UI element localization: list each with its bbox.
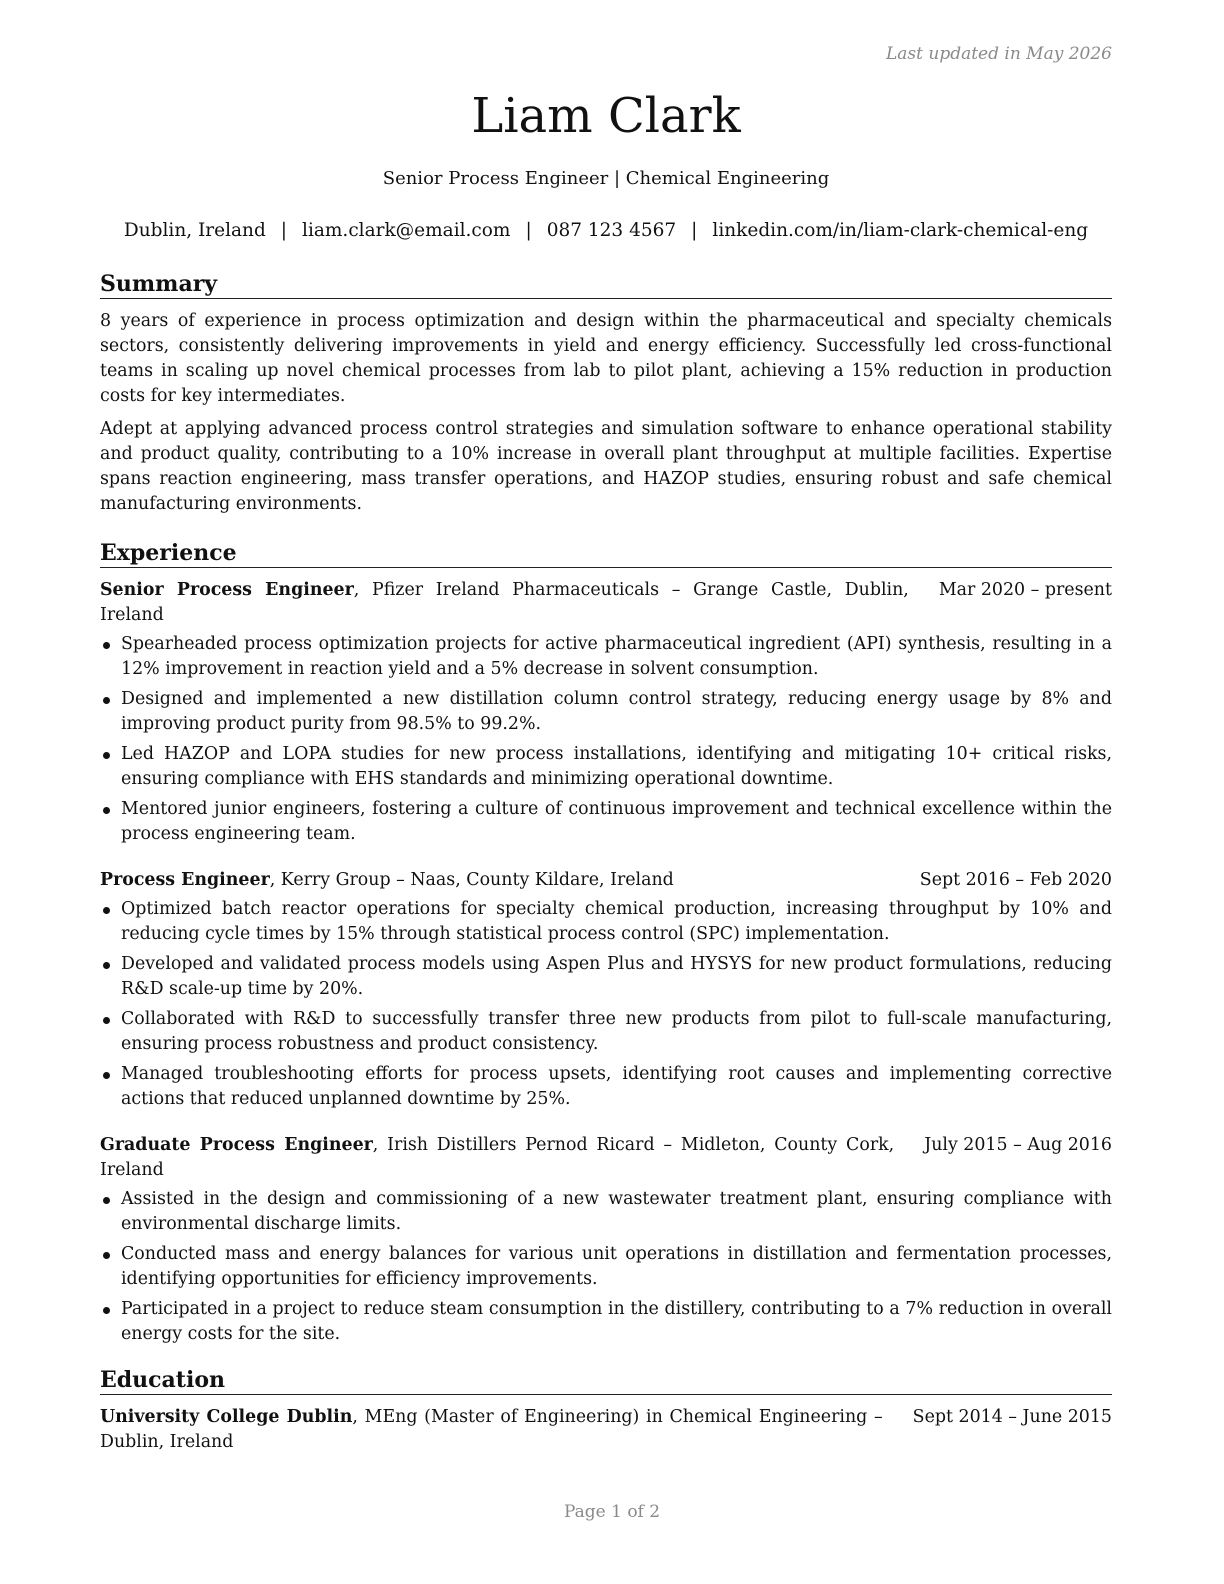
section-title-summary: Summary	[100, 270, 1112, 299]
contact-line	[100, 219, 1112, 243]
bullet-item: Collaborated with R&D to successfully transfer three new products from pilot to full-scale manufacturing, ensuring process robustness and product consistency.	[100, 1007, 1112, 1057]
bullet-item: Participated in a project to reduce steam consumption in the distillery, contributing to a 7% reduction in overall energy costs for the site.	[100, 1297, 1112, 1347]
summary-paragraph: 8 years of experience in process optimization and design within the pharmaceutical and specialty chemicals sectors, consistently delivering improvements in yield and energy efficiency. Successfully led cross-functional teams in scaling up novel chemical processes from lab to pilot plant, achieving a 15% reduction in production costs for key intermediates.	[100, 311, 1112, 406]
contact-separator: |	[280, 220, 288, 241]
contact-separator: |	[525, 220, 532, 241]
contact-location: Dublin, Ireland	[123, 220, 266, 241]
resume-page	[100, 0, 1112, 1584]
bullet-item: Conducted mass and energy balances for various unit operations in distillation and fermentation processes, identifying opportunities for efficiency improvements.	[100, 1242, 1112, 1292]
education-degree: , MEng (Master of Engineering) in Chemical Engineering – Dublin, Ireland	[100, 1407, 883, 1452]
job-organization: , Pfizer Ireland Pharmaceuticals – Grange Castle, Dublin, Ireland	[100, 580, 909, 625]
contact-phone: 087 123 4567	[546, 220, 677, 241]
education-school: University College Dublin	[100, 1407, 353, 1427]
summary-paragraph: Adept at applying advanced process control strategies and simulation software to enhance operational stability and product quality, contributing to a 10% increase in overall plant throughput at multiple facilities. Expertise spans reaction engineering, mass transfer operations, and HAZOP studies, ensuring robust and safe chemical manufacturing environments.	[100, 419, 1112, 514]
job-role: Graduate Process Engineer	[100, 1135, 373, 1155]
candidate-headline: Senior Process Engineer | Chemical Engineering	[382, 168, 830, 189]
experience-entry	[100, 578, 1112, 847]
experience-entry	[100, 868, 1112, 1112]
bullet-item: Managed troubleshooting efforts for process upsets, identifying root causes and implementing corrective actions that reduced unplanned downtime by 25%.	[100, 1062, 1112, 1112]
education-entry	[100, 1405, 1112, 1455]
job-bullets	[100, 897, 1112, 1112]
job-organization: , Kerry Group – Naas, County Kildare, Ireland	[269, 870, 674, 890]
candidate-name: Liam Clark	[471, 88, 741, 144]
bullet-item: Designed and implemented a new distillation column control strategy, reducing energy usage by 8% and improving product purity from 98.5% to 99.2%.	[100, 687, 1112, 737]
section-title-experience: Experience	[100, 539, 1112, 568]
education-dates: Sept 2014 – June 2015	[912, 1407, 1112, 1427]
resume-content	[100, 270, 1112, 1459]
entry-header	[100, 1133, 1112, 1183]
job-dates: July 2015 – Aug 2016	[924, 1135, 1112, 1155]
contact-linkedin-link[interactable]: linkedin.com/in/liam-clark-chemical-eng	[712, 220, 1089, 241]
job-dates: Sept 2016 – Feb 2020	[919, 870, 1112, 890]
bullet-item: Spearheaded process optimization projects for active pharmaceutical ingredient (API) synthesis, resulting in a 12% improvement in reaction yield and a 5% decrease in solvent consumption.	[100, 632, 1112, 682]
job-dates: Mar 2020 – present	[938, 580, 1112, 600]
last-updated-note: Last updated in May 2026	[885, 44, 1112, 64]
job-bullets	[100, 632, 1112, 847]
entry-header	[100, 1405, 1112, 1455]
bullet-item: Assisted in the design and commissioning of a new wastewater treatment plant, ensuring compliance with environmental discharge limits.	[100, 1187, 1112, 1237]
section-title-education: Education	[100, 1366, 1112, 1395]
entry-header	[100, 868, 1112, 893]
contact-email-link[interactable]: liam.clark@email.com	[302, 220, 511, 241]
bullet-item: Mentored junior engineers, fostering a culture of continuous improvement and technical excellence within the process engineering team.	[100, 797, 1112, 847]
page-number: Page 1 of 2	[563, 1502, 661, 1522]
bullet-item: Led HAZOP and LOPA studies for new process installations, identifying and mitigating 10+ critical risks, ensuring compliance with EHS standards and minimizing operational downtime.	[100, 742, 1112, 792]
experience-entry	[100, 1133, 1112, 1347]
bullet-item: Optimized batch reactor operations for specialty chemical production, increasing throughput by 10% and reducing cycle times by 15% through statistical process control (SPC) implementation.	[100, 897, 1112, 947]
bullet-item: Developed and validated process models using Aspen Plus and HYSYS for new product formulations, reducing R&D scale-up time by 20%.	[100, 952, 1112, 1002]
entry-header	[100, 578, 1112, 628]
job-bullets	[100, 1187, 1112, 1347]
job-role: Senior Process Engineer	[100, 580, 354, 600]
job-role: Process Engineer	[100, 870, 270, 890]
contact-separator: |	[691, 220, 698, 241]
job-organization: , Irish Distillers Pernod Ricard – Midleton, County Cork, Ireland	[100, 1135, 895, 1180]
